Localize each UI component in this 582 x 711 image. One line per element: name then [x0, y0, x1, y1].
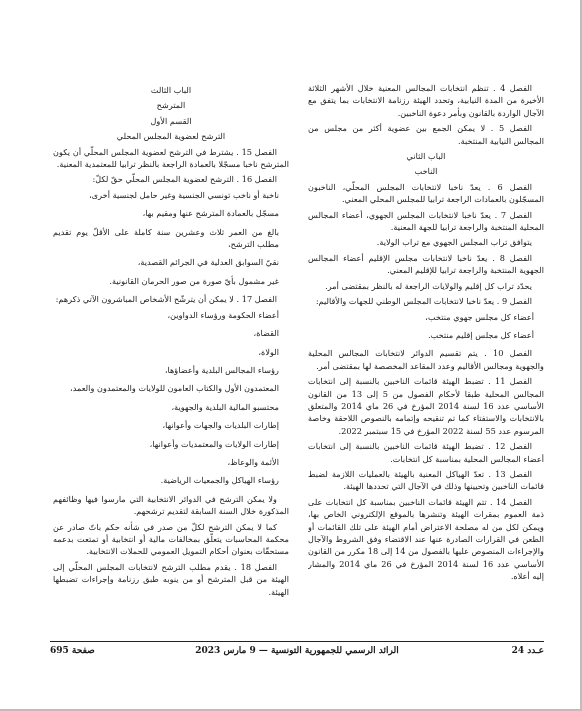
article-17: الفصل 17 . لا يمكن أن يترشّح الأشخاص المباشرون الآتي ذكرهم: [55, 294, 277, 305]
left-column [53, 84, 289, 644]
list-item: محتسبو المالية البلدية والجهوية، [171, 401, 279, 412]
list-item: إطارات الولايات والمعتمديات وأعوانها، [149, 438, 279, 449]
article-11: الفصل 11 . تضبط الهيئة قائمات الناخبين بالنسبة إلى انتخابات المجالس المحلية طبقا لأحكام الفصول من 5 إلى 13 من القانون الأساسي عدد 16 لسنة 2014 المؤرخ في 26 ماي 2014 والمتعلق بالانتخابات والاستفتاء كما تم تنقيحه وإتمامه بالنصوص اللاحقة وخاصة المرسوم عدد 55 لسنة 2022 المؤرخ في 15 سبتمبر 2022. [308, 376, 544, 436]
list-item: الأئمة والوعاظ، [227, 456, 279, 467]
article-16: الفصل 16 . الترشح لعضوية المجلس المحلّي حقّ لكلّ: [92, 174, 277, 185]
section-title: الباب الثالث [150, 85, 192, 95]
list-item: الولاة، [258, 346, 279, 357]
article-13: الفصل 13 . تعدّ الهياكل المعنية بالهيئة بالعمليات اللازمة لضبط قائمات الناخبين وتحيينها وذلك في الآجال التي تحددها الهيئة. [308, 468, 544, 492]
list-item: أعضاء الحكومة ورؤساء الدواوين، [167, 309, 279, 320]
article-8-note: يحدّد تراب كل إقليم والولايات الراجعة له بالنظر بمقتضى أمر. [325, 280, 532, 291]
article-14: الفصل 14 . تتم الهيئة قائمات الناخبين بمناسبة كل انتخابات على ذمة العموم بمقرات الهيئة وتنشرها بالموقع الإلكتروني الخاص بها، ويمكن لكل من له مصلحة الاعتراض أمام الهيئة على تلك القائمات أو الطعن في القرارات الصادرة عنها عند الاقتضاء وفق الشروط والآجال والإجراءات المنصوص عليها بالفصول من 14 إلى 18 مكرر من القانون الأساسي عدد 16 لسنة 2014 المؤرخ في 26 ماي 2014 والمشار إليه أعلاه. [308, 496, 544, 582]
right-column [308, 82, 544, 642]
article-12: الفصل 12 . تضبط الهيئة قائمات الناخبين بالنسبة إلى انتخابات أعضاء المجالس المحلية بمناسبة كل انتخابات. [308, 441, 544, 464]
section-subtitle: الناخب [414, 166, 438, 177]
list-item: أعضاء كل مجلس جهوي منتخب، [425, 311, 534, 322]
list-item: غير مشمول بأيّ صورة من صور الحرمان القانونية. [109, 275, 279, 286]
list-item: مسجّل بالعمادة المترشح عنها ومقيم بها، [142, 208, 279, 219]
page-footer [50, 641, 544, 662]
article-6: الفصل 6 . يعدّ ناخبا لانتخابات المجلس المحلّي، الناخبون المسجّلون بالعمادات الراجعة ترابيا للمجلس المحلي المعني. [308, 181, 544, 205]
journal-title: الرائد الرسمي للجمهورية التونسية — 9 مارس 2023 [195, 646, 399, 656]
article-5: الفصل 5 . لا يمكن الجمع بين عضوية أكثر من مجلس من المجالس النيابية المنتخبة. [308, 123, 544, 146]
article-15: الفصل 15 . يشترط في الترشح لعضوية المجلس المحلّي أن يكون المترشح ناخبا مسجّلا بالعمادة الراجعة بالنظر ترابيا للمعتمدية المعنية. [53, 146, 289, 170]
issue-number: عـدد 24 [511, 646, 544, 656]
list-item: ناخبة أو ناخب تونسي الجنسية وغير حامل لجنسية أخرى، [89, 189, 279, 200]
article-18: الفصل 18 . يقدم مطلب الترشح لانتخابات المجلس المحلّي إلى الهيئة من قبل المترشح أو من ينوبه طبق رزنامة وإجراءات تضبطها الهيئة. [53, 561, 289, 597]
list-item: أعضاء كل مجلس إقليم منتخب. [427, 329, 534, 340]
section-subtitle: المترشح [156, 100, 186, 111]
part-title: القسم الأول [150, 115, 192, 126]
list-item: إطارات البلديات والجهات وأعوانها، [162, 420, 279, 431]
section-title: الباب الثاني [406, 151, 446, 162]
article-10: الفصل 10 . يتم تقسيم الدوائر لانتخابات المجالس المحلية والجهوية ومجالس الأقاليم وعدد المقاعد المخصصة لها بمقتضى أمر. [308, 348, 544, 371]
article-9: الفصل 9 . يعدّ ناخبا لانتخابات المجلس الوطني للجهات والأقاليم: [315, 296, 532, 307]
list-item: رؤساء الهياكل والجمعيات الرياضية. [160, 475, 279, 486]
article-8: الفصل 8 . يعدّ ناخبا لانتخابات مجلس الإقليم أعضاء المجالس الجهوية المنتخبة والراجعة ترابيا للإقليم المعني. [308, 252, 544, 276]
list-item: نقيّ السوابق العدلية في الجرائم القصدية، [137, 257, 279, 268]
article-7: الفصل 7 . يعدّ ناخبا لانتخابات المجلس الجهوي، أعضاء المجالس المحلية المنتخبة والراجعة ترابيا للجهة المعنية. [308, 209, 544, 233]
article-17-note: ولا يمكن الترشح في الدوائر الانتخابية التي مارسوا فيها وظائفهم المذكورة خلال السنة السابقة لتقديم ترشحهم. [53, 493, 289, 517]
list-item: بالغ من العمر ثلاث وعشرين سنة كاملة على الأقلّ يوم تقديم مطلب الترشح، [53, 226, 279, 250]
article-17-note-2: كما لا يمكن الترشح لكلّ من صدر في شأنه حكم باتّ صادر عن محكمة المحاسبات يتعلّق بمخالفات مالية أو انتخابية أو تمتعت بدعمه مستحقّات بعنوان أحكام التمويل العمومي للحملات الانتخابية. [53, 521, 289, 557]
list-item: المعتمدون الأول والكتاب العامون للولايات والمعتمدون والعمد، [70, 383, 279, 394]
article-7-note: يتوافق تراب المجلس الجهوي مع تراب الولاية. [376, 237, 532, 248]
article-4: الفصل 4 . تنظم انتخابات المجالس المعنية خلال الأشهر الثلاثة الأخيرة من المدة النيابية، وتحدد الهيئة رزنامة الانتخابات بما يتفق مع الآجال الواردة بالقانون وبأمر دعوة الناخبين. [308, 83, 544, 118]
list-item: رؤساء المجالس البلدية وأعضاؤها، [164, 364, 279, 375]
list-item: القضاة، [253, 328, 279, 339]
part-subtitle: الترشح لعضوية المجلس المحلي [116, 131, 226, 142]
page-number: صفحة 695 [50, 646, 95, 656]
